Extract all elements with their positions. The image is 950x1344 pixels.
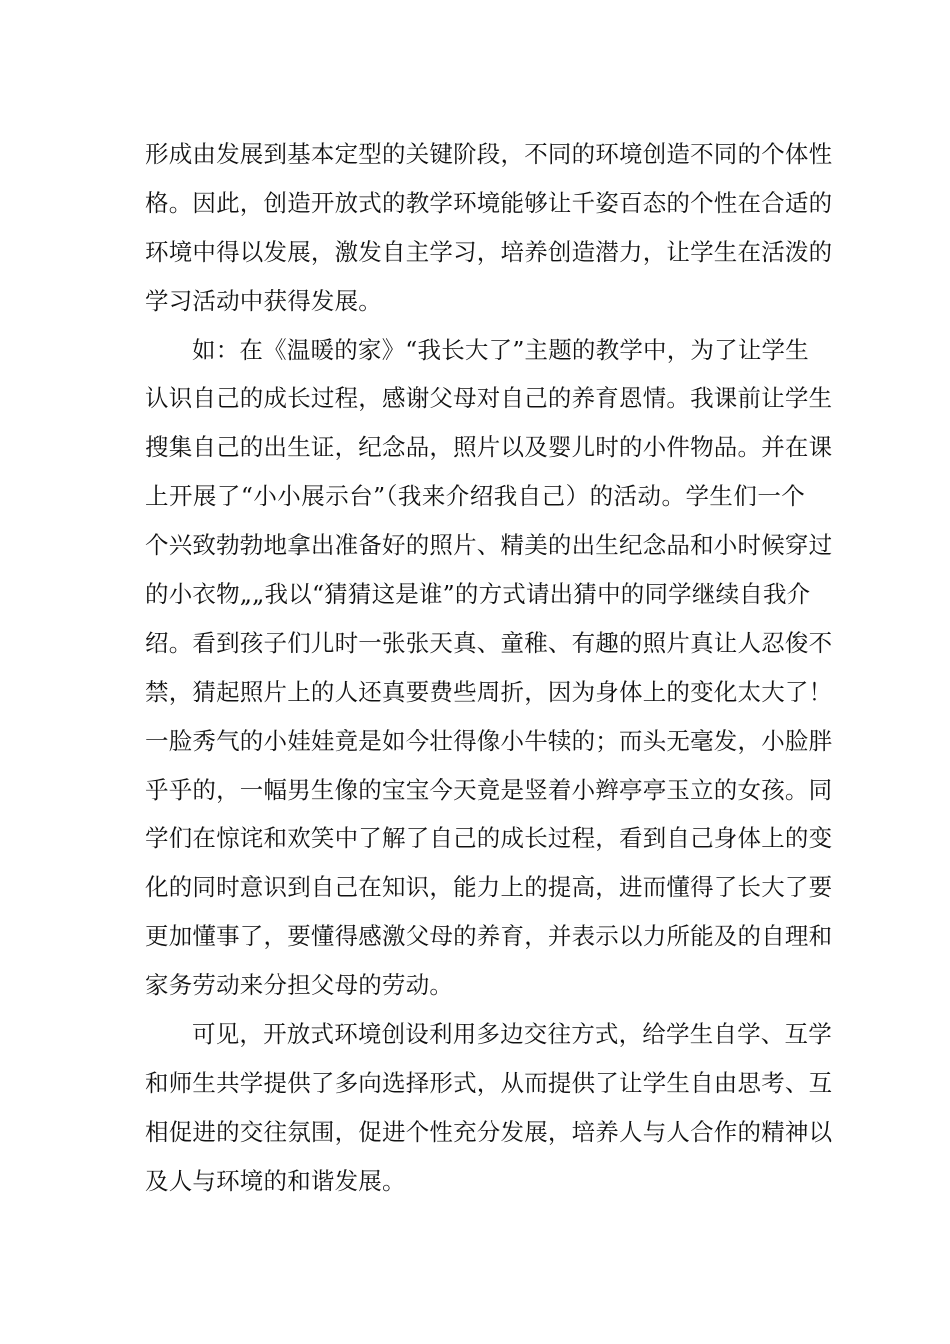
text-line: 格。因此，创造开放式的教学环境能够让千姿百态的个性在合适的 [145, 188, 833, 217]
text-line: 更加懂事了，要懂得感激父母的养育，并表示以力所能及的自理和 [145, 922, 833, 951]
text-line: 一脸秀气的小娃娃竟是如今壮得像小牛犊的；而头无毫发，小脸胖 [145, 726, 833, 755]
paragraph-1 [145, 130, 833, 326]
text-line: 形成由发展到基本定型的关键阶段，不同的环境创造不同的个体性 [145, 140, 833, 168]
text-line: 环境中得以发展，激发自主学习，培养创造潜力，让学生在活泼的 [145, 237, 833, 266]
text-line: 可见，开放式环境创设利用多边交往方式，给学生自学、互学 [192, 1020, 832, 1049]
paragraph-2 [145, 326, 833, 1010]
text-line: 学们在惊诧和欢笑中了解了自己的成长过程，看到自己身体上的变 [145, 824, 833, 853]
document-body [145, 130, 833, 1206]
text-line: 相促进的交往氛围，促进个性充分发展，培养人与人合作的精神以 [145, 1117, 833, 1146]
text-line: 化的同时意识到自己在知识，能力上的提高，进而懂得了长大了要 [145, 873, 833, 902]
text-line: 家务劳动来分担父母的劳动。 [145, 971, 454, 1000]
text-line: 如：在《温暖的家》“我长大了”主题的教学中，为了让学生 [192, 335, 809, 364]
text-line: 搜集自己的出生证，纪念品，照片以及婴儿时的小件物品。并在课 [145, 433, 833, 462]
text-line: 和师生共学提供了多向选择形式，从而提供了让学生自由思考、互 [145, 1068, 833, 1097]
text-line: 的小衣物„„我以“猜猜这是谁”的方式请出猜中的同学继续自我介 [145, 580, 811, 609]
text-line: 绍。看到孩子们儿时一张张天真、童稚、有趣的照片真让人忍俊不 [145, 628, 833, 657]
text-line: 上开展了“小小展示台”（我来介绍我自己）的活动。学生们一个 [145, 482, 805, 511]
text-line: 及人与环境的和谐发展。 [145, 1166, 406, 1195]
paragraph-3 [145, 1010, 833, 1206]
text-line: 学习活动中获得发展。 [145, 286, 382, 315]
text-line: 个兴致勃勃地拿出准备好的照片、精美的出生纪念品和小时候穿过 [145, 531, 833, 560]
text-line: 禁，猜起照片上的人还真要费些周折，因为身体上的变化太大了！ [145, 677, 833, 706]
text-line: 认识自己的成长过程，感谢父母对自己的养育恩情。我课前让学生 [145, 384, 833, 413]
text-line: 乎乎的，一幅男生像的宝宝今天竟是竖着小辫亭亭玉立的女孩。同 [145, 775, 833, 804]
